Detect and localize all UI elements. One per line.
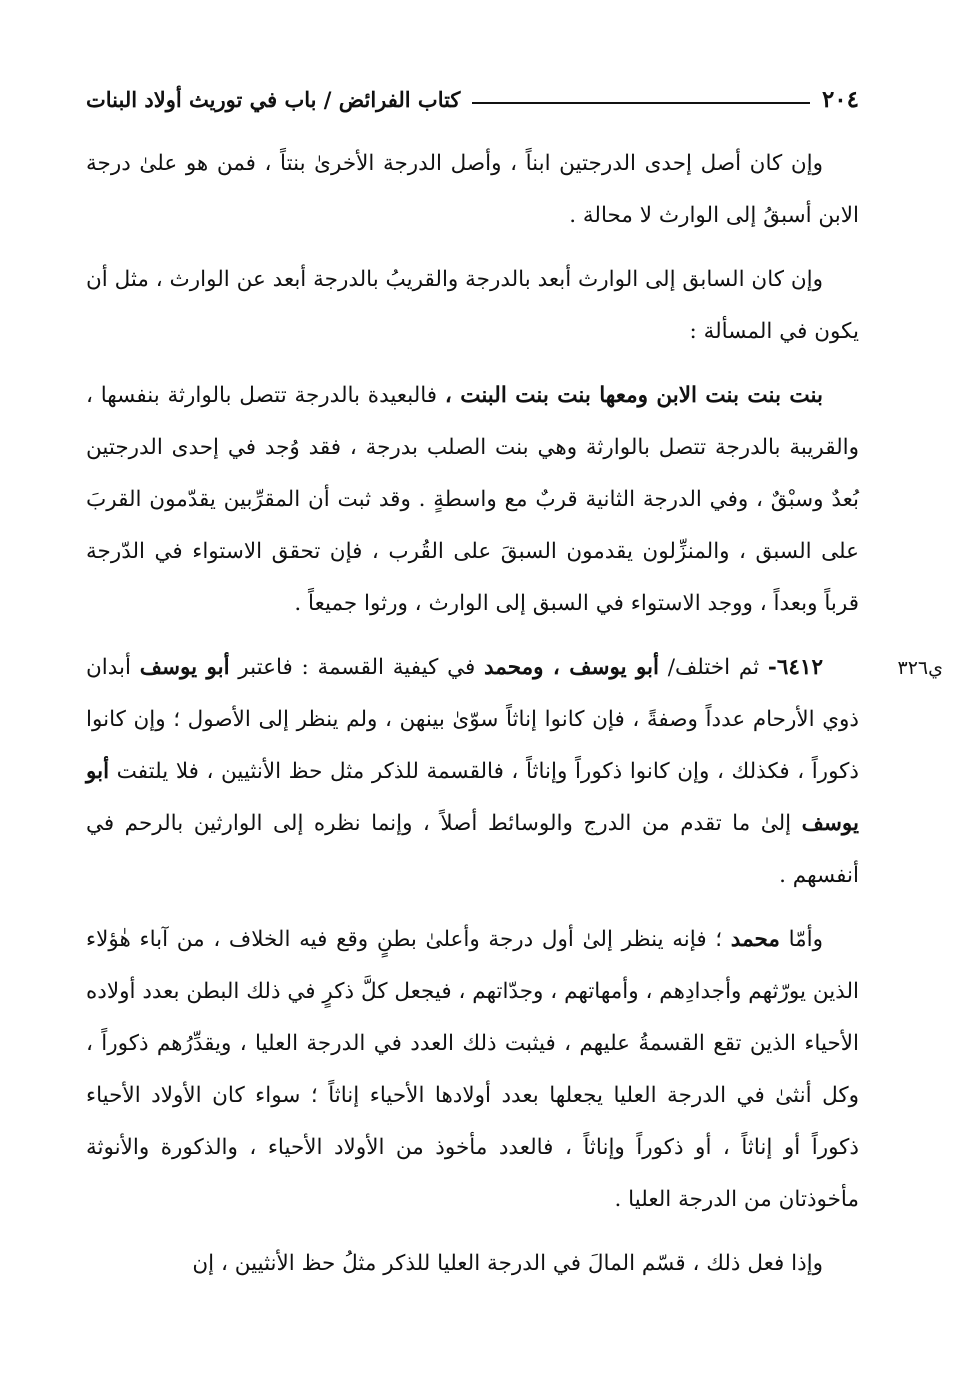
paragraph-5-text-c: ؛ فإنه ينظر إلىٰ أول درجة وأعلىٰ بطنٍ وقع فيه الخلاف ، من آباء هٰؤلاء الذين يورّثهم وأجدادِهم ، وأمهاتهم ، وجدّاتهم ، فيجعل كلَّ ذكرٍ في ذلك البطن بعدد أولاده الأحياء الذين تقع القسمةُ عليهم ، فيثبت ذلك العدد في الدرجة العليا ، ويقدِّرُهم ذكوراً ، وكل أنثىٰ في الدرجة العليا يجعلها بعدد أولادها الأحياء إناثاً ؛ سواء كان الأولاد الأحياء ذكوراً أو إناثاً ، أو ذكوراً وإناثاً ، فالعدد مأخوذ من الأولاد الأحياء ، والذكورة والأنوثة مأخوذتان من الدرجة العليا . bbox=[86, 927, 859, 1212]
paragraph-2: وإن كان السابق إلى الوارث أبعد بالدرجة والقريبُ بالدرجة أبعد عن الوارث ، مثل أن يكون في المسألة : bbox=[86, 267, 859, 344]
paragraph-4-name-f: أبو يوسف bbox=[86, 759, 859, 836]
header-rule bbox=[472, 102, 810, 104]
paragraph-4-text-e: أبدان ذوي الأرحام عدداً وصفةً ، فإن كانوا إناثاً سوّىٰ بينهن ، ولم ينظر إلى الأصول ؛ وإن كانوا ذكوراً ، فكذلك ، وإن كانوا ذكوراً وإناثاً ، فالقسمة للذكر مثل حظ الأنثيين ، فلا يلتفت bbox=[86, 655, 859, 784]
page-header bbox=[86, 82, 859, 116]
paragraph-4 bbox=[86, 642, 859, 902]
paragraph-5-name: محمد bbox=[730, 927, 780, 952]
paragraph-5 bbox=[86, 914, 859, 1226]
paragraph-4-text-g: إلىٰ ما تقدم من الدرج والوسائط أصلاً ، وإنما نظره إلى الوارثين بالرحم في أنفسهم . bbox=[86, 811, 859, 888]
paragraph-4-text-c: في كيفية القسمة : فاعتبر bbox=[229, 655, 485, 680]
paragraph-1: وإن كان أصل إحدى الدرجتين ابناً ، وأصل الدرجة الأخرىٰ بنتاً ، فمن هو علىٰ درجة الابن أسبقُ إلى الوارث لا محالة . bbox=[86, 151, 859, 228]
page-number: ٢٠٤ bbox=[821, 85, 859, 113]
paragraph-5-text-a: وأمّا bbox=[779, 927, 823, 952]
paragraph-6: وإذا فعل ذلك ، قسّم المالَ في الدرجة العليا للذكر مثلُ حظ الأنثيين ، إن bbox=[192, 1251, 823, 1276]
running-title: كتاب الفرائض / باب في توريث أولاد البنات bbox=[86, 86, 461, 112]
paragraph-3 bbox=[86, 370, 859, 630]
margin-note: ي٣٢٦ bbox=[897, 657, 943, 679]
paragraph-4-names: أبو يوسف ، ومحمد bbox=[484, 655, 660, 680]
paragraph-3-text: فالبعيدة بالدرجة تتصل بالوارثة بنفسها ، والقريبة بالدرجة تتصل بالوارثة وهي بنت الصلب بدرجة ، فقد وُجد في إحدى الدرجتين بُعدٌ وسبْقٌ ، وفي الدرجة الثانية قربٌ مع واسطةٍ . وقد ثبت أن المقرِّبين يقدّمون القربَ على السبق ، والمنزِّلون يقدمون السبقَ على القُرب ، فإن تحقق الاستواء في الدّرجة قرباً وبعداً ، ووجد الاستواء في السبق إلى الوارث ، ورثوا جميعاً . bbox=[86, 383, 859, 616]
body-text bbox=[86, 138, 943, 1302]
section-number: ٦٤١٢- bbox=[767, 655, 824, 680]
section-6412 bbox=[86, 642, 943, 902]
paragraph-4-text-a: ثم اختلف/ bbox=[659, 655, 768, 680]
paragraph-3-bold: بنت بنت بنت الابن ومعها بنت بنت البنت ، bbox=[444, 383, 823, 408]
paragraph-4-name-d: أبو يوسف bbox=[139, 655, 230, 680]
